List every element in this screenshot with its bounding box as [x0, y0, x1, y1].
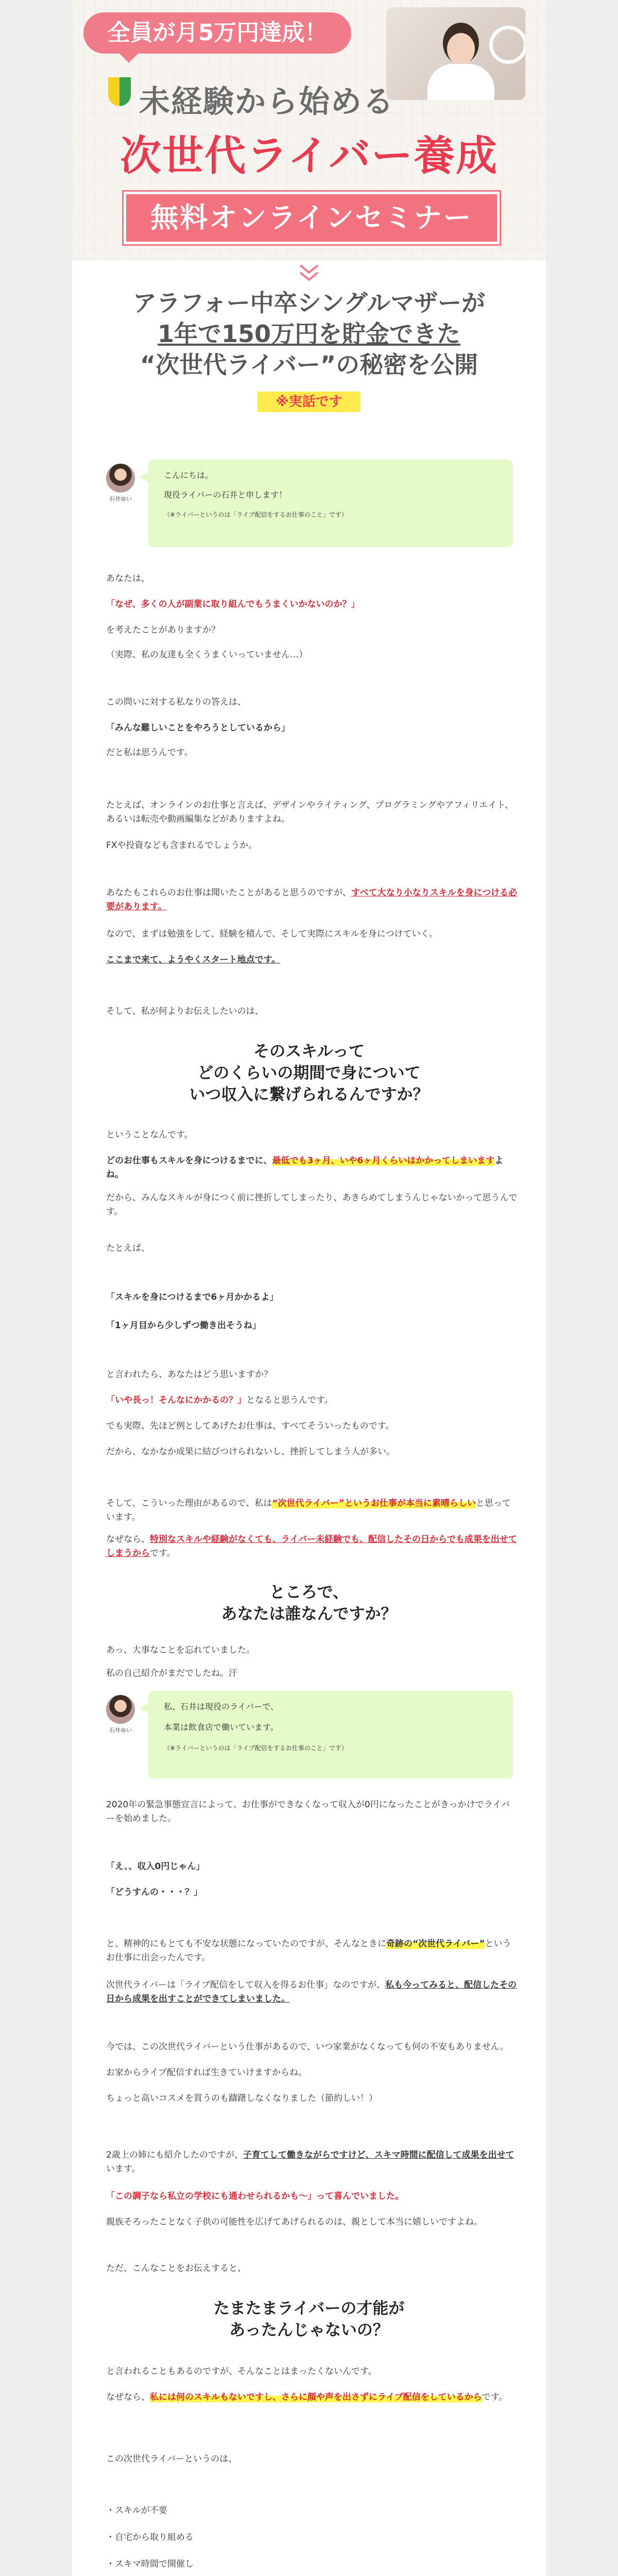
paragraph: 2020年の緊急事態宣言によって、お仕事ができなくなって収入が0円になったことがきっかけでライバーを始めました。: [106, 1800, 510, 1824]
paragraph: なぜなら、特別なスキルや経験がなくても、ライバー未経験でも、配信したその日からでも成果を出せてしまうからです。: [106, 1534, 517, 1558]
chat-bubble: こんにちは。 現役ライバーの石井と申します！ （※ライバーというのは「ライブ配信をするお仕事のこと」です）: [148, 460, 513, 547]
paragraph: そして、私が何よりお伝えしたいのは、: [106, 1006, 264, 1016]
paragraph: でも実際、先ほど例としてあげたお仕事は、すべてそういったものです。: [106, 1421, 394, 1431]
quote-text: 「この調子なら私立の学校にも通わせられるかも〜」って喜んでいました。: [106, 2191, 404, 2201]
paragraph: 私の自己紹介がまだでしたね。汗: [106, 1668, 237, 1679]
avatar-name: 石井ゆい: [109, 496, 132, 502]
paragraph: ただ、こんなことをお伝えすると、: [106, 2263, 246, 2274]
paragraph: 親族そろったことなく子供の可能性を広げてあげられるのは、親として本当に嬉しいですよね。: [106, 2217, 483, 2227]
true-story-tag: ※実話です: [258, 392, 360, 412]
paragraph: あなたは、: [106, 573, 150, 584]
feature-item: ・自宅から取り組める: [106, 2532, 194, 2543]
question-text: 「なぜ、多くの人が副業に取り組んでもうまくいかないのか？」: [106, 599, 360, 609]
chat-bubble: 私、石井は現役のライバーで、 本業は飲食店で働いています。 （※ライバーというのは「ライブ配信をするお仕事のこと」です）: [148, 1691, 513, 1778]
paragraph: 「いや長っ！そんなにかかるの？」となると思うんです。: [106, 1395, 333, 1405]
paragraph: そして、こういった理由があるので、私は“次世代ライバー”というお仕事が本当に素晴らしいと思っています。: [106, 1498, 511, 1522]
paragraph: を考えたことがありますか？: [106, 625, 220, 635]
paragraph: 次世代ライバーは「ライブ配信をして収入を得るお仕事」なのですが、私も今ってみると、配信したその日から成果を出すことができてしまいました。: [106, 1980, 517, 2004]
paragraph: ここまで来て、ようやくスタート地点です。: [106, 955, 281, 965]
avatar: [106, 464, 135, 493]
paragraph: と言われることもあるのですが、そんなことはまったくないんです。: [106, 2366, 377, 2377]
quote-text: 「1ヶ月目から少しずつ働き出そうね」: [106, 1320, 261, 1331]
section-heading: ところで、 あなたは誰なんですか？: [221, 1583, 397, 1623]
quote-text: 「どうすんの・・・？」: [106, 1887, 202, 1897]
quote-text: 「え、、収入0円じゃん」: [106, 1861, 205, 1872]
hero-subtitle: 未経験から始める: [139, 84, 394, 120]
landing-page: [72, 0, 546, 2576]
paragraph: と言われたら、あなたはどう思いますか？: [106, 1369, 272, 1380]
paragraph: あっ、大事なことを忘れていました。: [106, 1645, 255, 1655]
feature-item: ・スキマ時間で開催し: [106, 2559, 194, 2569]
paragraph: どのお仕事もスキルを身につけるまでに、最低でも3ヶ月、いや6ヶ月くらいはかかってしまいますよね。: [106, 1156, 504, 1180]
paragraph: ちょっと高いコスメを買うのも躊躇しなくなりました（節約しい！）: [106, 2093, 377, 2104]
quote-text: 「スキルを身につけるまで6ヶ月かかるよ」: [106, 1292, 279, 1302]
paragraph: だと私は思うんです。: [106, 748, 193, 758]
headline: アラフォー中卒シングルマザーが 1年で150万円を貯金できた “次世代ライバー”の秘密を公開: [132, 289, 486, 379]
answer-text: 「みんな難しいことをやろうとしているから」: [106, 723, 290, 733]
paragraph: 今では、この次世代ライバーという仕事があるので、いつ家業がなくなっても何の不安もありません。: [106, 2042, 509, 2052]
paragraph: なぜなら、私には何のスキルもないですし、さらに顔や声を出さずにライブ配信をしているからです。: [106, 2392, 508, 2402]
paragraph: たとえば、オンラインのお仕事と言えば、デザインやライティング、プログラミングやアフィリエイト、あるいは転売や動画編集などがありますよね。: [106, 800, 513, 824]
paragraph: FXや投資なども含まれるでしょうか。: [106, 840, 258, 851]
paragraph: あなたもこれらのお仕事は聞いたことがあると思うのですが、すべて大なり小なりスキルを身につける必要があります。: [106, 888, 518, 912]
paragraph: この次世代ライバーというのは、: [106, 2454, 237, 2464]
paragraph: （実際、私の友達も全くうまくいっていません…）: [106, 650, 307, 660]
beginner-leaf-icon: [108, 77, 132, 110]
hero-photo: [386, 7, 525, 100]
avatar-name: 石井ゆい: [109, 1727, 132, 1734]
paragraph: ということなんです。: [106, 1130, 193, 1140]
section-heading: たまたまライバーの才能が あったんじゃないの？: [213, 2299, 405, 2340]
paragraph: なので、まずは勉強をして、経験を積んで、そして実際にスキルを身につけていく。: [106, 929, 438, 939]
paragraph: と、精神的にもとても不安な状態になっていたのですが、そんなときに奇跡の“次世代ライバー”というお仕事に出会ったんです。: [106, 1939, 511, 1963]
paragraph: この問いに対する私なりの答えは、: [106, 697, 246, 707]
feature-item: ・スキルが不要: [106, 2505, 167, 2516]
paragraph: お家からライブ配信すれば生きていけますからね。: [106, 2067, 307, 2078]
paragraph: だから、みんなスキルが身につく前に挫折してしまったり、あきらめてしまうんじゃないかって思うんです。: [106, 1193, 518, 1217]
avatar: [106, 1695, 135, 1724]
seminar-badge: 無料オンラインセミナー: [124, 192, 500, 244]
hero-bubble: 全員が月5万円達成！: [83, 12, 351, 54]
ring-light-icon: [489, 26, 525, 64]
hero-title: 次世代ライバー養成: [120, 132, 498, 180]
paragraph: 2歳上の姉にも紹介したのですが、子育てして働きながらですけど、スキマ時間に配信して成果を出せています。: [106, 2150, 514, 2174]
hero-banner: [72, 0, 546, 260]
chevron-down-icon: [296, 260, 322, 286]
paragraph: だから、なかなか成果に結びつけられないし、挫折してしまう人が多い。: [106, 1447, 395, 1457]
paragraph: たとえば、: [106, 1243, 150, 1253]
section-heading: そのスキルって どのくらいの期間で身について いつ収入に繋げられるんですか？: [189, 1042, 429, 1104]
